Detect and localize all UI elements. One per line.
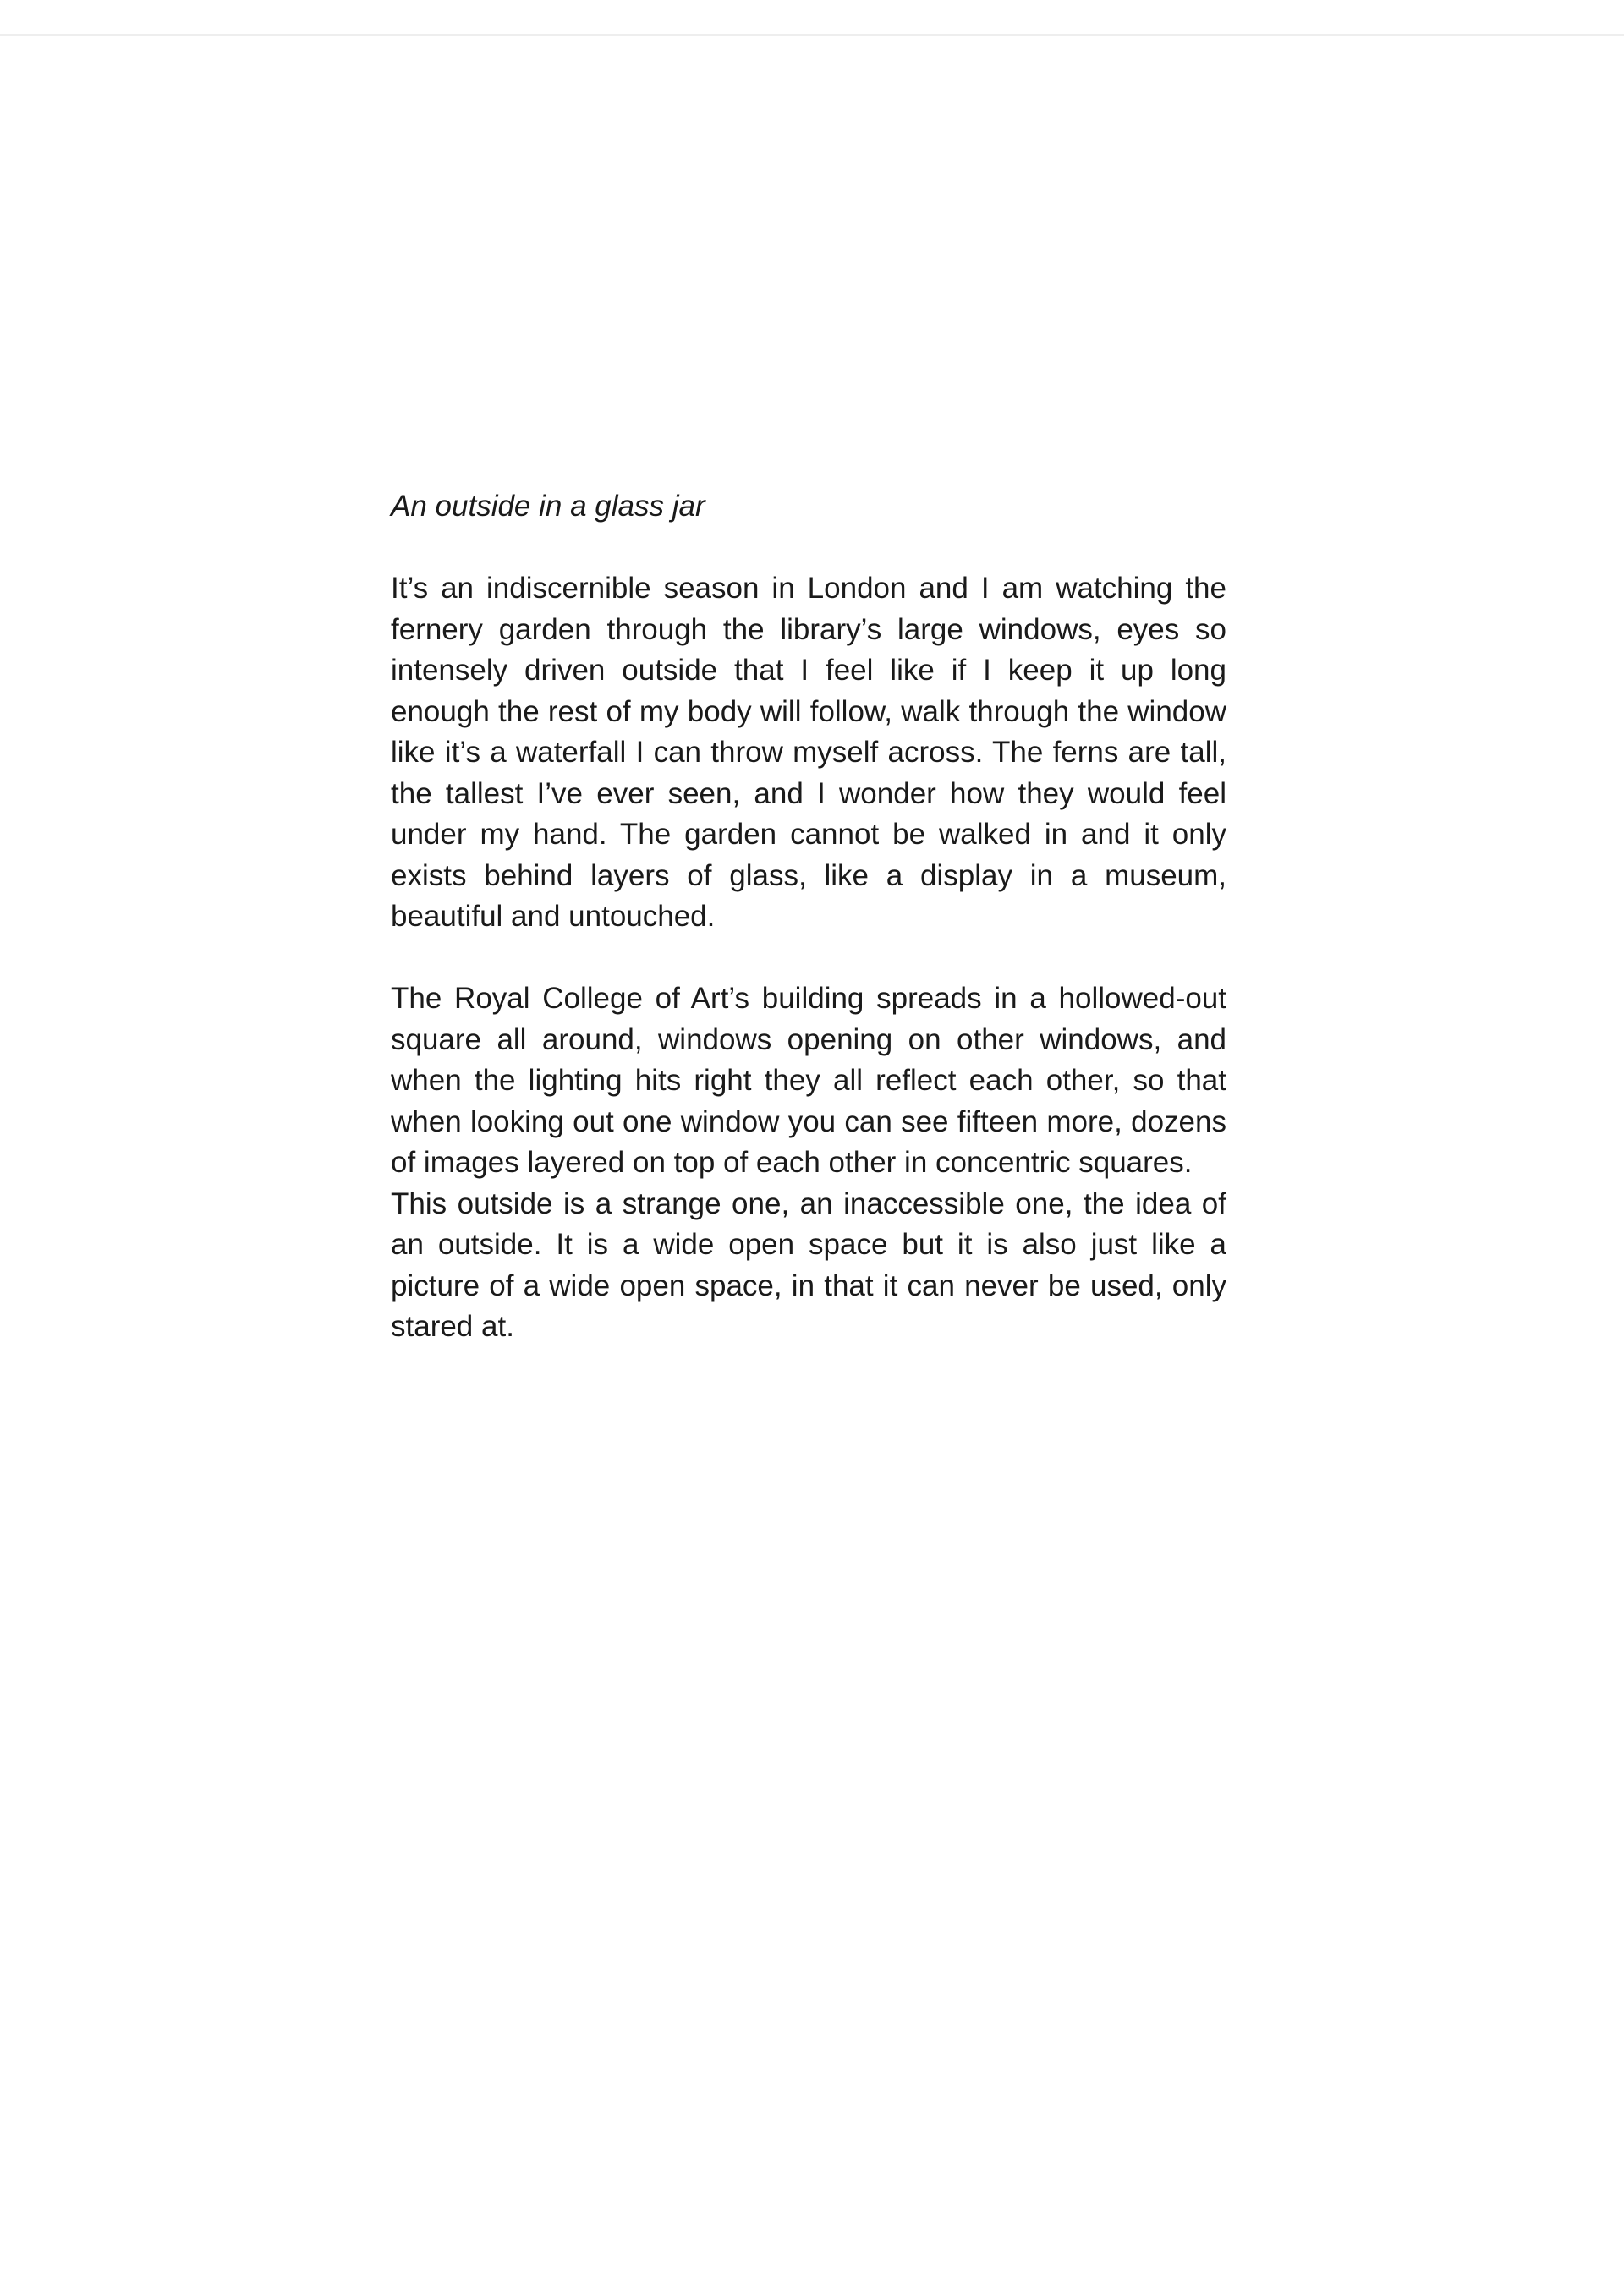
paragraph-3: This outside is a strange one, an inaccessible one, the idea of an outside. It is a wide open space but it is also just like a picture of a wide open space, in that it can never be used, only stared at.: [391, 1186, 1226, 1343]
paragraph-2: The Royal College of Art’s building spreads in a hollowed-out square all around, windows opening on other windows, and when the lighting hits right they all reflect each other, so that when looking out one window you can see fifteen more, dozens of images layered on top of each other in concentric squares.: [391, 982, 1226, 1179]
scan-edge-line: [0, 34, 1624, 36]
paragraph-1: It’s an indiscernible season in London and I am watching the fernery garden through the library’s large windows, eyes so intensely driven outside that I feel like if I keep it up long enough the rest of my body will follow, walk through the window like it’s a waterfall I can throw myself across. The ferns are tall, the tallest I’ve ever seen, and I wonder how they would feel under my hand. The garden cannot be walked in and it only exists behind layers of glass, like a display in a museum, beautiful and untouched.: [391, 572, 1226, 933]
text-block: [391, 486, 1226, 1348]
document-title: An outside in a glass jar: [391, 490, 705, 523]
